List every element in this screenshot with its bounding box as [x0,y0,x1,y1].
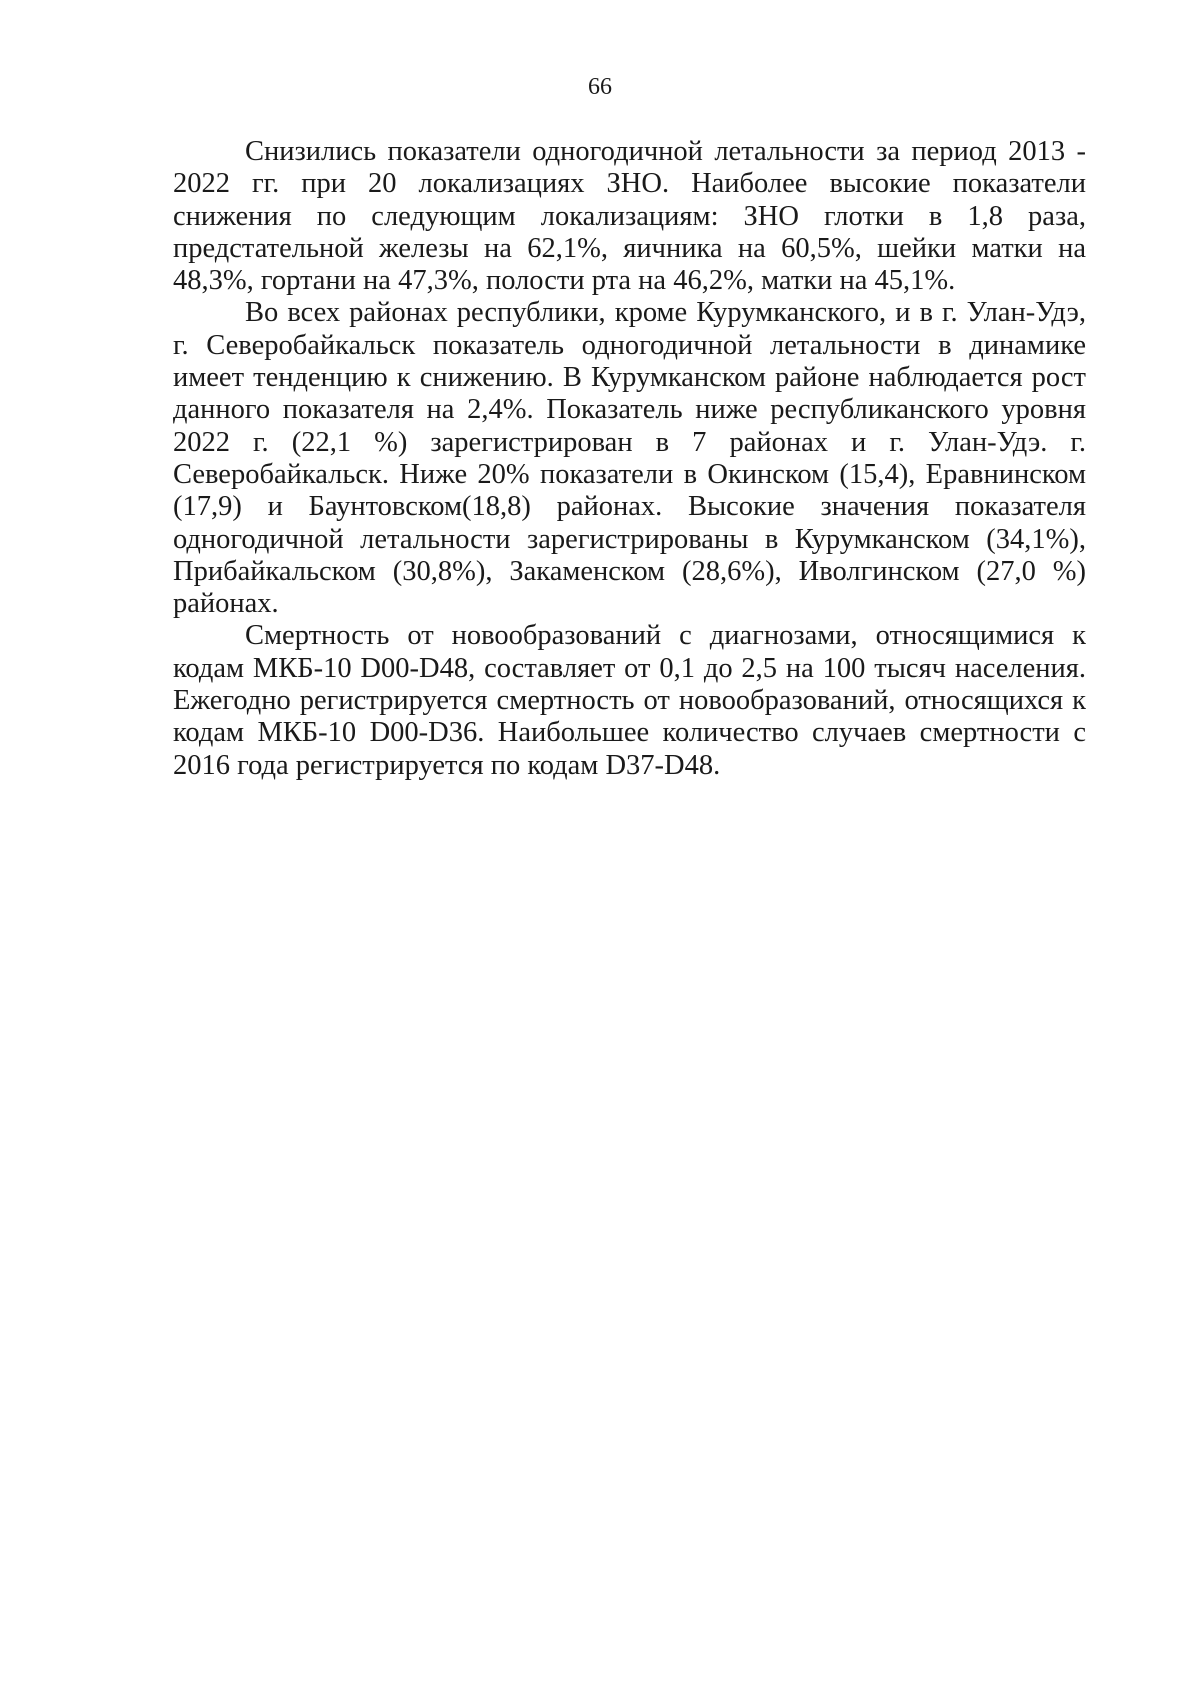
paragraph-district-mortality: Во всех районах республики, кроме Курумканского, и в г. Улан-Удэ, г. Северобайкальск показатель одногодичной летальности в динамике имеет тенденцию к снижению. В Курумканском районе наблюдается рост данного показателя на 2,4%. Показатель ниже республиканского уровня 2022 г. (22,1 %) зарегистрирован в 7 районах и г. Улан-Удэ. г. Северобайкальск. Ниже 20% показатели в Окинском (15,4), Еравнинском (17,9) и Баунтовском(18,8) районах. Высокие значения показателя одногодичной летальности зарегистрированы в Курумканском (34,1%), Прибайкальском (30,8%), Закаменском (28,6%), Иволгинском (27,0 %) районах. [173,297,1086,620]
paragraph-neoplasm-mortality: Смертность от новообразований с диагнозами, относящимися к кодам МКБ-10 D00-D48, составляет от 0,1 до 2,5 на 100 тысяч населения. Ежегодно регистрируется смертность от новообразований, относящихся к кодам МКБ-10 D00-D36. Наибольшее количество случаев смертности с 2016 года регистрируется по кодам D37-D48. [173,620,1086,781]
paragraph-mortality-decline: Снизились показатели одногодичной летальности за период 2013 - 2022 гг. при 20 локализациях ЗНО. Наиболее высокие показатели снижения по следующим локализациям: ЗНО глотки в 1,8 раза, предстательной железы на 62,1%, яичника на 60,5%, шейки матки на 48,3%, гортани на 47,3%, полости рта на 46,2%, матки на 45,1%. [173,136,1086,297]
page-number: 66 [588,74,612,100]
document-body [173,136,1086,782]
